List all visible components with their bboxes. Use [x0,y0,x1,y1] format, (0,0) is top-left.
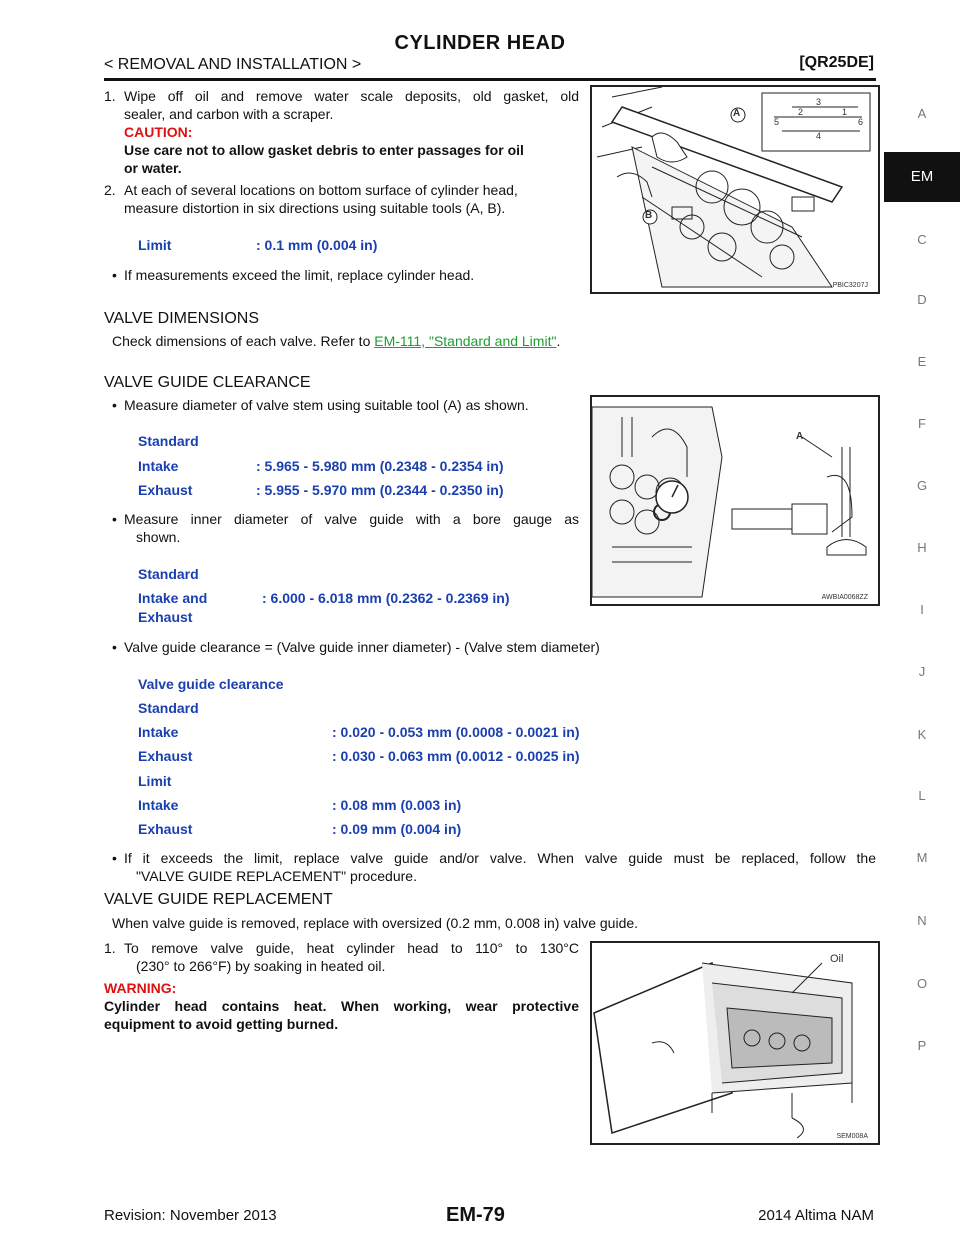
side-tab-a[interactable]: A [917,106,927,121]
figure-code: AWBIA0068ZZ [821,594,868,601]
side-tab-h[interactable]: H [917,540,927,555]
bullet-icon: • [112,267,117,283]
figure-code: PBIC3207J [832,282,868,289]
warning-line1: Cylinder head contains heat. When working, wear protective [104,998,579,1014]
warning-label: WARNING: [104,980,177,996]
limit-intake-label: Intake [138,797,179,813]
figure-label-6: 6 [858,117,864,127]
valve-dimensions-text [112,332,560,350]
side-tab-em[interactable]: EM [884,152,960,202]
standard-label: Standard [138,433,199,449]
replace-guide-line2: "VALVE GUIDE REPLACEMENT" procedure. [136,868,417,884]
step2-line2: measure distortion in six directions using suitable tools (A, B). [124,200,506,216]
revision-date: Revision: November 2013 [104,1207,277,1224]
header-rule [104,78,876,81]
standard-label-2: Standard [138,566,199,582]
side-tab-g[interactable]: G [916,478,928,493]
intake-and-label: Intake and [138,590,208,606]
refer-suffix: . [556,333,561,349]
exhaust-label-2: Exhaust [138,609,193,625]
cylinder-head-figure [590,85,880,294]
standard-limit-link[interactable]: EM-111, "Standard and Limit" [374,333,557,349]
figure-label-2: 2 [798,107,804,117]
exhaust-value: : 5.955 - 5.970 mm (0.2344 - 0.2350 in) [256,482,504,498]
measure-stem-bullet: Measure diameter of valve stem using suitable tool (A) as shown. [124,397,529,413]
figure-label-5: 5 [774,117,780,127]
clearance-intake-label: Intake [138,724,179,740]
oil-label: Oil [830,953,844,965]
step2-line1: At each of several locations on bottom surface of cylinder head, [124,182,518,198]
heading-valve-guide-clearance: VALVE GUIDE CLEARANCE [104,374,311,391]
side-tab-f[interactable]: F [918,416,926,431]
replace-head-bullet: If measurements exceed the limit, replace cylinder head. [124,267,475,283]
limit-value: : 0.1 mm (0.004 in) [256,237,378,253]
figure-label-1: 1 [842,107,848,117]
step2-num: 2. [104,182,116,198]
limit-exhaust-value: : 0.09 mm (0.004 in) [332,821,462,837]
intake-label: Intake [138,458,179,474]
oil-bath-illustration [592,943,878,1143]
heading-valve-guide-replacement: VALVE GUIDE REPLACEMENT [104,891,333,908]
heading-valve-dimensions: VALVE DIMENSIONS [104,310,259,327]
side-tab-o[interactable]: O [916,976,928,991]
limit-exhaust-label: Exhaust [138,821,193,837]
figure-label-3: 3 [816,97,822,107]
side-tab-j[interactable]: J [918,664,926,679]
side-tab-k[interactable]: K [917,727,927,742]
caution-label: CAUTION: [124,124,193,140]
bullet-icon: • [112,511,117,527]
step1-num: 1. [104,940,116,956]
caution-line1: Use care not to allow gasket debris to enter passages for oil [124,142,524,158]
page-number: EM-79 [446,1204,505,1226]
breadcrumb: < REMOVAL AND INSTALLATION > [104,56,362,73]
valve-stem-figure [590,395,880,606]
clearance-limit: Limit [138,773,172,789]
step1-num: 1. [104,88,116,104]
side-tab-c[interactable]: C [917,232,927,247]
clearance-intake-value: : 0.020 - 0.053 mm (0.0008 - 0.0021 in) [332,724,580,740]
limit-label: Limit [138,237,172,253]
limit-intake-value: : 0.08 mm (0.003 in) [332,797,462,813]
clearance-formula: Valve guide clearance = (Valve guide inner diameter) - (Valve stem diameter) [124,639,600,655]
model-year: 2014 Altima NAM [758,1207,874,1224]
warning-line2: equipment to avoid getting burned. [104,1016,339,1032]
replace-guide-line1: If it exceeds the limit, replace valve guide and/or valve. When valve guide must be replaced, follow the [124,850,876,866]
figure-label-a: A [796,431,804,442]
side-tab-n[interactable]: N [917,913,927,928]
bore-gauge-line1: Measure inner diameter of valve guide with a bore gauge as [124,511,579,527]
side-tab-i[interactable]: I [920,602,924,617]
page-title: CYLINDER HEAD [394,32,566,54]
clearance-title: Valve guide clearance [138,676,284,692]
micrometer-illustration [592,397,878,604]
refer-text: Check dimensions of each valve. Refer to [112,333,375,349]
intake-value: : 5.965 - 5.980 mm (0.2348 - 0.2354 in) [256,458,504,474]
bullet-icon: • [112,397,117,413]
clearance-exhaust-label: Exhaust [138,748,193,764]
step1-line2: sealer, and carbon with a scraper. [124,106,334,122]
bullet-icon: • [112,639,117,655]
exhaust-label: Exhaust [138,482,193,498]
clearance-standard: Standard [138,700,199,716]
side-tab-d[interactable]: D [917,292,927,307]
figure-code: SEM008A [836,1133,868,1140]
figure-label-a: A [733,108,741,119]
bore-gauge-line2: shown. [136,529,181,545]
caution-line2: or water. [124,160,182,176]
engine-code: [QR25DE] [799,54,874,71]
heat-head-line1: To remove valve guide, heat cylinder head to 110° to 130°C [124,940,579,956]
oil-bath-figure [590,941,880,1145]
heat-head-line2: (230° to 266°F) by soaking in heated oil. [136,958,386,974]
figure-label-b: B [645,210,653,221]
side-tab-l[interactable]: L [918,788,926,803]
side-tab-m[interactable]: M [916,850,928,865]
step1-line1: Wipe off oil and remove water scale deposits, old gasket, old [124,88,579,104]
intake-exhaust-value: : 6.000 - 6.018 mm (0.2362 - 0.2369 in) [262,590,510,606]
bullet-icon: • [112,850,117,866]
oversized-guide-text: When valve guide is removed, replace with oversized (0.2 mm, 0.008 in) valve guide. [112,915,639,931]
figure-label-4: 4 [816,131,822,141]
clearance-exhaust-value: : 0.030 - 0.063 mm (0.0012 - 0.0025 in) [332,748,580,764]
side-tab-e[interactable]: E [917,354,927,369]
side-tab-p[interactable]: P [917,1038,927,1053]
